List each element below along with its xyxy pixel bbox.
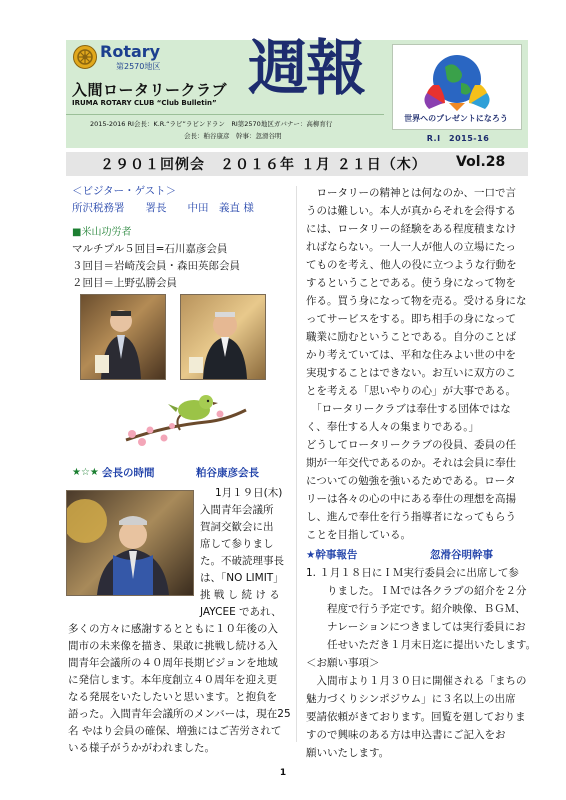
president-line: いる様子がうかがわれました。 [68,742,215,754]
photo-member-2 [180,294,266,380]
report-line: 魅力づくりシンポジウム」に３名以上の出席 [306,693,516,705]
meeting-title: ２９０１回例会 ２０１６年 １月 ２１日（木） [100,157,427,173]
rotary-spirit-line: てものを考え、他人の役に立つような行動を [306,259,517,271]
report-line: 願いいたします。 [306,747,390,759]
rotary-spirit-line: かり考えていては、平和な住みよい世の中を [306,349,516,361]
photo-member-1 [80,294,166,380]
rotary-spirit-line: についての勉強を強いるためである。ロータ [306,475,516,487]
rotary-spirit-line: 職業に励むということである。自分のことば [306,331,516,343]
rotary-spirit-line: 期が一年交代であるのか。それは会員に奉仕 [306,457,516,469]
bird-blossom-illustration [120,386,250,448]
rotary-spirit-line: ロータリーの精神とは何なのか、一口で言 [306,187,516,199]
honor-line: ２回目＝上野弘勝会員 [72,277,177,289]
president-narrow-line: 1月１９日(木) [215,487,283,499]
photo-president [66,490,194,596]
officers-line-2: 会長：粕谷康彦 幹事：忽滑谷明 [184,132,282,140]
bulletin-title: 週報 [248,34,364,104]
president-line: 間青年会議所の４０周年長期ビジョンを地域 [68,657,278,669]
report-line: 1. １月１８日にＩＭ実行委員会に出席して参 [306,567,519,579]
president-line: に発信します。本年度創立４０周年を迎え更 [68,674,278,686]
honor-line: マルチプル５回目=石川嘉彦会員 [72,243,228,255]
secretary-heading: ★幹事報告 [306,549,358,561]
rotary-spirit-line: 作る。買う身になって物を売る。受ける身にな [306,295,527,307]
report-line: 任せいただき１月末日迄に提出いたします。 [306,639,537,651]
club-name-en: IRUMA ROTARY CLUB “Club Bulletin” [72,99,217,107]
rotary-spirit-line: ってサービスをする。即ち相手の身になって [306,313,516,325]
report-line: りました。ＩＭでは各クラブの紹介を２分 [306,585,527,597]
report-line: すので興味のある方は申込書にご記入をお [306,729,506,741]
president-narrow-line: た。不破読理事長 [200,555,284,567]
president-narrow-line: 入間青年会議所 [200,504,274,516]
president-narrow-line: は、「NO LIMIT」 [200,572,284,584]
rotary-wordmark: Rotary [100,42,161,61]
rotary-wheel-icon [72,44,98,70]
president-line: 間市の未来像を描き、果敢に挑戦し続ける入 [68,640,278,652]
masthead-rule [66,114,384,115]
president-narrow-line: 席して参りまし [200,538,274,550]
honor-heading: ■米山功労者 [72,227,132,238]
district-label: 第2570地区 [116,62,161,71]
president-narrow-line: JAYCEE であれ、 [200,606,282,618]
president-line: 多くの方々に感謝するとともに１０年後の入 [68,623,278,635]
rotary-spirit-line: ればならない。一人一人が他人の立場にたっ [306,241,516,253]
rotary-spirit-line: うのは難しい。本人が真からそれを会得する [306,205,516,217]
president-name: 粕谷康彦会長 [196,467,259,479]
president-narrow-line: 賀詞交歓会に出 [200,521,274,533]
club-name-jp: 入間ロータリークラブ [72,81,228,99]
rotary-spirit-line: リーは各々の心の中にある奉仕の理想を高揚 [306,493,516,505]
rotary-spirit-line: とを考える「思いやりの心」が大事である。 [306,385,516,397]
rotary-spirit-line: どうしてロータリークラブの役員、委員の任 [306,439,516,451]
rotary-spirit-line: には、ロータリーの経験をある程度積まなけ [306,223,516,235]
secretary-name: 忽滑谷明幹事 [430,549,493,561]
guest-name: 所沢税務署 署長 中田 義直 様 [72,202,254,214]
rotary-spirit-line: く、奉仕する人々の集まりである。」 [306,421,480,433]
globe-gift-icon [393,45,521,115]
president-stars: ★☆★ [72,467,99,478]
officers-line-1: 2015-2016 RI会長：K.R.“ラビ”ラビンドラン RI第2570地区ガバナー：高柳育行 [90,120,333,128]
volume-number: Vol.28 [456,154,506,170]
theme-slogan: 世界へのプレゼントになろう [404,114,508,123]
report-line: ＜お願い事項＞ [306,657,380,669]
honor-line: ３回目＝岩崎茂会員・森田英郎会員 [72,260,240,272]
report-line: ナレーションにつきましては実行委員にお [306,621,526,633]
rotary-spirit-line: するということである。使う身になって物を [306,277,516,289]
rotary-spirit-line: し、進んで奉仕を行う指導者になってもらう [306,511,516,523]
president-narrow-line: 挑 戦 し 続 け る [200,589,280,601]
report-line: 要請依頼がきております。回覧を廻しておりま [306,711,526,723]
rotary-spirit-line: 「ロータリークラブは奉仕する団体ではな [306,403,511,415]
report-line: 入間市より１月３０日に開催される「まちの [306,675,527,687]
president-heading: 会長の時間 [102,467,155,479]
rotary-spirit-line: ことを目指している。 [306,529,411,541]
president-line: なる発展をいたしたいと思います。と抱負を [68,691,278,703]
guest-heading: ＜ビジター・ゲスト＞ [72,185,177,197]
page-number: 1 [279,768,287,778]
issue-year: R.I 2015-16 [426,134,490,143]
rotary-spirit-line: 実現することはできない。お互いに双方のこ [306,367,516,379]
column-divider [296,186,297,742]
president-line: 語った。入間青年会議所のメンバーは，現在25 [68,708,291,720]
president-line: 名 やはり会員の確保、増強にはご苦労されて [68,725,282,737]
report-line: 程度で行う予定です。紹介映像、ＢＧＭ、 [306,603,526,615]
